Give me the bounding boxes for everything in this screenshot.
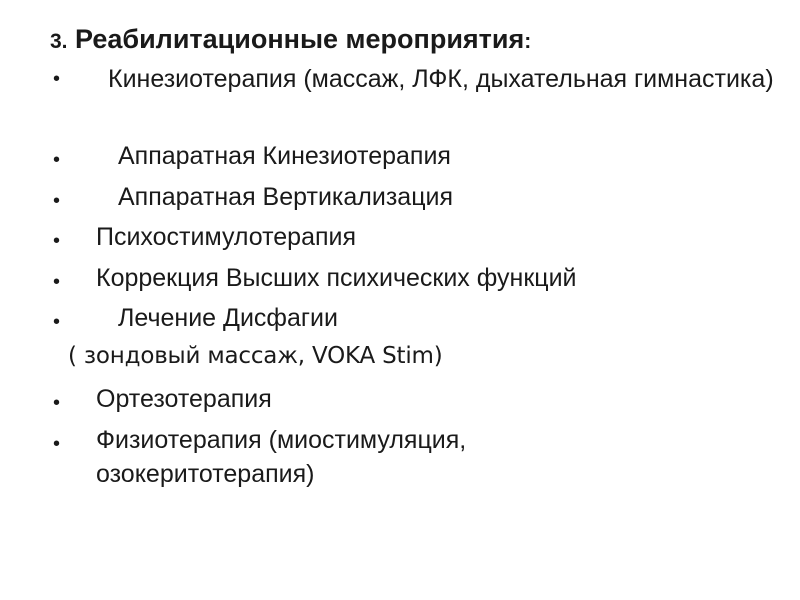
bullet-5: • (53, 271, 61, 293)
dysphagia-note: ( зондовый массаж, VOKA Stim) (68, 343, 443, 369)
list-item-hardware-verticalization: Аппаратная Вертикализация (118, 183, 454, 211)
list-item-kinesiotherapy: Кинезиотерапия (массаж, ЛФК, дыхательная гимнастика) (108, 65, 774, 93)
slide-title (50, 24, 531, 55)
bullet-6: • (53, 311, 61, 333)
bullet-3: • (53, 190, 61, 212)
list-item-psychostimulotherapy: Психостимулотерапия (96, 223, 357, 251)
list-item-physiotherapy: Физиотерапия (миостимуляция, озокеритотерапия) (96, 426, 467, 488)
title-colon: : (524, 30, 532, 53)
bullet-8: • (53, 433, 61, 455)
bullet-7: • (53, 392, 61, 414)
bullet-4: • (53, 230, 61, 252)
bullet-1: • (53, 68, 61, 90)
list-item-higher-mental-functions: Коррекция Высших психических функций (96, 264, 577, 292)
title-text: Реабилитационные мероприятия (75, 24, 525, 54)
list-item-orthotherapy: Ортезотерапия (96, 385, 272, 413)
list-item-hardware-kinesiotherapy: Аппаратная Кинезиотерапия (118, 142, 451, 170)
title-number: 3. (50, 30, 68, 53)
bullet-2: • (53, 149, 61, 171)
list-item-dysphagia-treatment: Лечение Дисфагии (118, 304, 338, 332)
